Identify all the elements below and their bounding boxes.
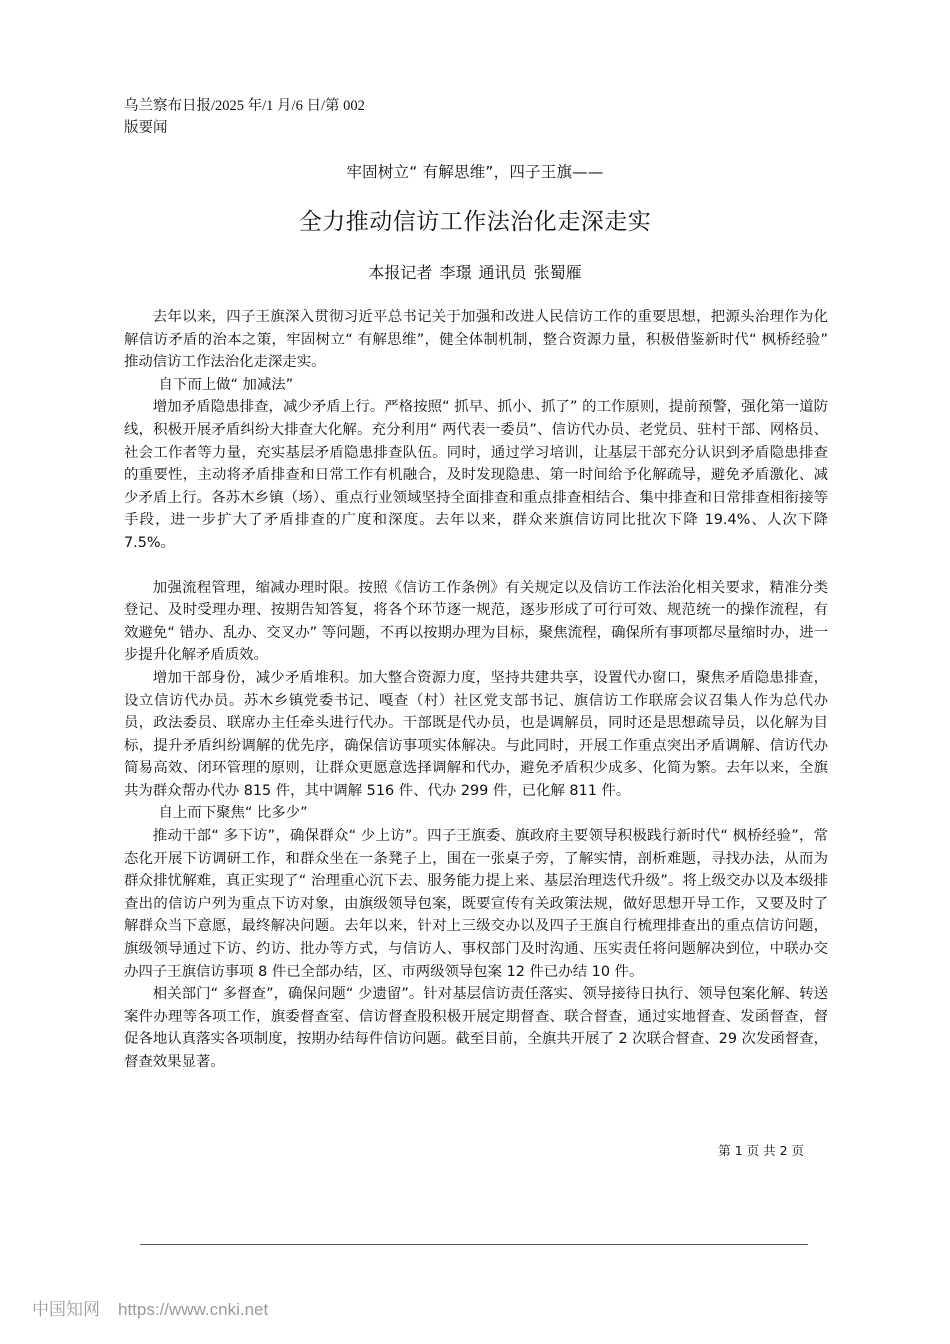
cnki-watermark xyxy=(32,1295,268,1320)
paragraph: 加强流程管理，缩减办理时限。按照《信访工作条例》有关规定以及信访工作法治化相关要求，精准分类登记、及时受理办理、按期告知答复，将各个环节逐一规范，逐步形成了可行可效、规范统一的操作流程，有效避免“ 错办、乱办、交叉办” 等问题，不再以按期办理为目标，聚焦流程，确保所有事项都尽量缩时办，进一步提升化解矛盾质效。 xyxy=(124,579,828,664)
paragraph: 推动干部“ 多下访”，确保群众“ 少上访”。四子王旗委、旗政府主要领导积极践行新时代“ 枫桥经验”，常态化开展下访调研工作，和群众坐在一条凳子上，围在一张桌子旁，了解实情，剖析难题，寻找办法，从而为群众排忧解难，真正实现了“ 治理重心沉下去、服务能力提上来、基层治理迭代升级”。将上级交办以及本级排查出的信访户列为重点下访对象，由旗级领导包案，既要宣传有关政策法规，做好思想开导工作，又要及时了解群众当下意愿，最终解决问题。去年以来，针对上三级交办以及四子王旗自行梳理排查出的重点信访问题，旗级领导通过下访、约访、批办等方式，与信访人、事权部门及时沟通、压实责任将问题解决到位，中联办交办四子王旗信访事项 8 件已全部办结，区、市两级领导包案 12 件已办结 10 件。 xyxy=(124,828,828,980)
source-line-2: 版要闻 xyxy=(124,120,168,136)
source-line-1: 乌兰察布日报/2025 年/1 月/6 日/第 002 xyxy=(124,98,365,114)
watermark-brand: 中国知网 xyxy=(32,1300,100,1320)
section-heading: 自下而上做“ 加减法” xyxy=(158,376,294,393)
footer-divider xyxy=(140,1244,808,1245)
paragraph: 相关部门“ 多督查”，确保问题“ 少遗留”。针对基层信访责任落实、领导接待日执行、领导包案化解、转送案件办理等各项工作，旗委督查室、信访督查股积极开展定期督查、联合督查，通过实地督查、发函督查，督促各地认真落实各项制度，按期办结每件信访问题。截至目前，全旗共开展了 2 次联合督查、29 次发函督查，督查效果显著。 xyxy=(124,986,828,1070)
article-byline: 本报记者 李璟 通讯员 张蜀雁 xyxy=(368,263,582,282)
section-heading: 自上而下聚焦“ 比多少” xyxy=(158,805,308,822)
paragraph: 增加干部身份，减少矛盾堆积。加大整合资源力度，坚持共建共享，设置代办窗口，聚焦矛盾隐患排查，设立信访代办员。苏木乡镇党委书记、嘎查（村）社区党支部书记、旗信访工作联席会议召集人作为总代办员，政法委员、联席办主任牵头进行代办。干部既是代办员，也是调解员，同时还是思想疏导员，以化解为目标，提升矛盾纠纷调解的优先序，确保信访事项实体解决。与此同时，开展工作重点突出矛盾调解、信访代办简易高效、闭环管理的原则，让群众更愿意选择调解和代办，避免矛盾积少成多、化简为繁。去年以来，全旗共为群众帮办代办 815 件，其中调解 516 件、代办 299 件，已化解 811 件。 xyxy=(124,669,828,799)
article-body xyxy=(124,306,828,1074)
paragraph: 增加矛盾隐患排查，减少矛盾上行。严格按照“ 抓早、抓小、抓了” 的工作原则，提前预警，强化第一道防线，积极开展矛盾纠纷大排查大化解。充分利用“ 两代表一委员”、信访代办员、老党员、驻村干部、网格员、社会工作者等力量，充实基层矛盾隐患排查队伍。同时，通过学习培训，让基层干部充分认识到矛盾隐患排查的重要性，主动将矛盾排查和日常工作有机融合，及时发现隐患、第一时间给予化解疏导，避免矛盾激化、减少矛盾上行。各苏木乡镇（场）、重点行业领域坚持全面排查和重点排查相结合、集中排查和日常排查相衔接等手段，进一步扩大了矛盾排查的广度和深度。去年以来，群众来旗信访同比批次下降 19.4%、人次下降 7.5%。 xyxy=(124,399,828,551)
watermark-url: https://www.cnki.net xyxy=(118,1300,269,1319)
article-kicker: 牢固树立“ 有解思维”，四子王旗—— xyxy=(346,163,604,181)
paragraph-intro: 去年以来，四子王旗深入贯彻习近平总书记关于加强和改进人民信访工作的重要思想，把源头治理作为化解信访矛盾的治本之策，牢固树立“ 有解思维”，健全体制机制，整合资源力量，积极借鉴新时代“ 枫桥经验” 推动信访工作法治化走深走实。 xyxy=(124,309,828,371)
article-headline: 全力推动信访工作法治化走深走实 xyxy=(298,209,652,235)
source-citation xyxy=(124,95,365,139)
page-number: 第 1 页 共 2 页 xyxy=(718,1143,804,1158)
